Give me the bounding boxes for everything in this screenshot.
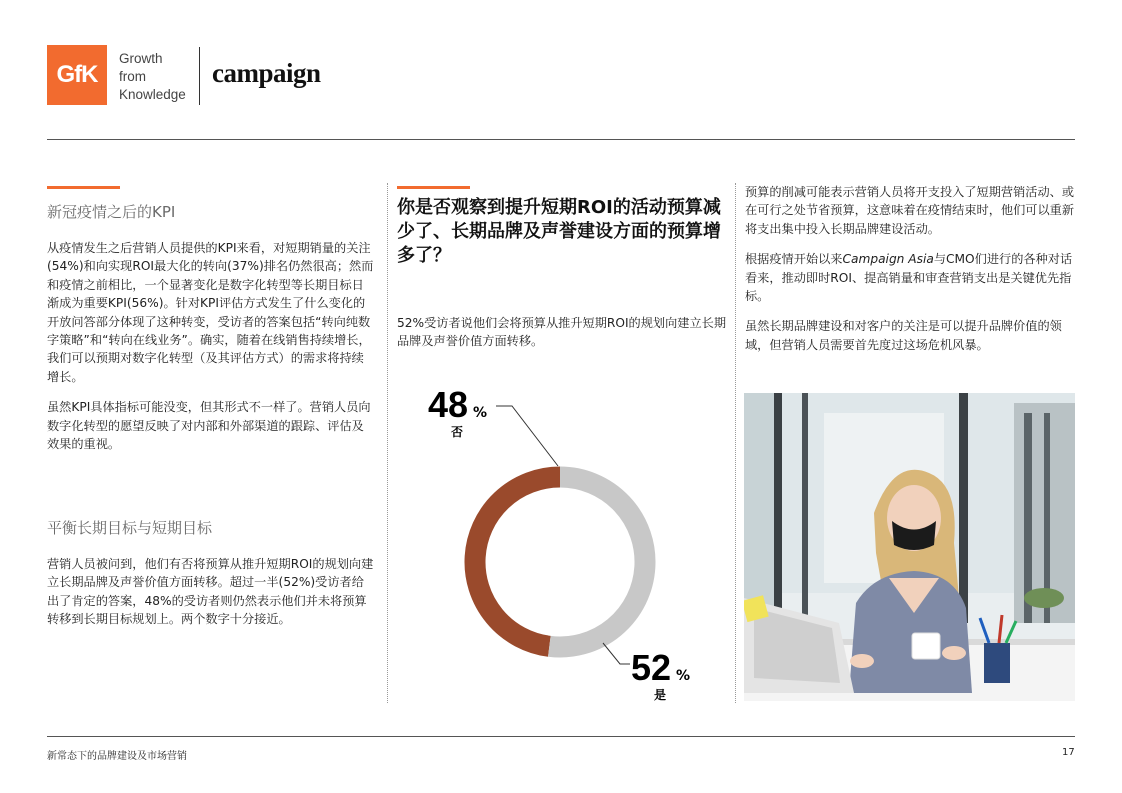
- col2-accent-bar: [397, 186, 470, 189]
- no-label: 否: [451, 425, 464, 439]
- bottom-rule: [47, 736, 1075, 737]
- yes-label: 是: [654, 688, 667, 702]
- column-divider: [387, 183, 388, 703]
- gfk-logo: [47, 45, 107, 105]
- gfk-tagline: Growth from Knowledge: [119, 51, 186, 102]
- yes-percent-value: 52: [631, 647, 672, 688]
- section1-title: 新冠疫情之后的KPI: [47, 203, 176, 221]
- section1-paragraph: 虽然KPI具体指标可能没变，但其形式不一样了。营销人员向数字化转型的愿望反映了对内部和外部渠道的跟踪、评估及效果的重视。: [47, 400, 371, 452]
- office-woman-photo: [744, 393, 1075, 701]
- page-number: 17: [1062, 747, 1075, 758]
- col3-paragraph: 根据疫情开始以来Campaign Asia与CMO们进行的各种对话看来，推动即时ROI、提高销量和审查营销支出是关键优先指标。: [745, 252, 1073, 304]
- footer-title: 新常态下的品牌建设及市场营销: [47, 751, 187, 762]
- question-description: 52%受访者说他们会将预算从推升短期ROI的规划向建立长期品牌及声誉价值方面转移。: [397, 316, 727, 349]
- col3-paragraph: 预算的削减可能表示营销人员将开支投入了短期营销活动、或在可行之处节省预算，这意味着在疫情结束时，他们可以重新将支出集中投入长期品牌建设活动。: [745, 185, 1075, 236]
- col1-accent-bar: [47, 186, 120, 189]
- leader-line-yes: [603, 643, 630, 664]
- yes-percent-sign: %: [676, 668, 691, 684]
- section2-paragraph: 营销人员被问到，他们有否将预算从推升短期ROI的规划向建立长期品牌及声誉价值方面转移。超过一半(52%)受访者给出了肯定的答案，48%的受访者则仍然表示他们并未将预算转移到长期目标规划上。两个数字十分接近。: [47, 557, 374, 627]
- top-rule: [47, 139, 1075, 140]
- section2-title: 平衡长期目标与短期目标: [47, 519, 213, 537]
- col3-paragraph: 虽然长期品牌建设和对客户的关注是可以提升品牌价值的领域，但营销人员需要首先度过这场危机风暴。: [745, 319, 1062, 352]
- column-divider-2: [735, 183, 736, 703]
- no-percent-sign: %: [473, 405, 488, 421]
- section1-body: [47, 239, 374, 465]
- section1-paragraph: 从疫情发生之后营销人员提供的KPI来看，对短期销量的关注(54%)和向实现ROI最大化的转向(37%)排名仍然很高；然而和疫情之前相比，一个显著变化是数字化转型等长期目标日渐成为重要KPI(56%)。针对KPI评估方式发生了什么变化的开放问答部分体现了这种转变，受访者的答案包括“转向纯数字策略”和“转向在线业务”。确实，随着在线销售持续增长，我们可以预期对数字化转型（及其评估方式）的需求将持续增长。: [47, 241, 374, 384]
- campaign-logo: campaign: [212, 58, 321, 88]
- gfk-logo-text: GfK: [56, 61, 98, 88]
- leader-line-no: [496, 406, 558, 466]
- donut-chart: [400, 380, 730, 710]
- no-percent-value: 48: [428, 384, 469, 425]
- question-title: 你是否观察到提升短期ROI的活动预算减少了、长期品牌及声誉建设方面的预算增多了？: [397, 197, 721, 266]
- section2-body: [47, 555, 374, 641]
- col3-body: [745, 183, 1077, 366]
- campaign-asia-italic: Campaign Asia: [842, 252, 934, 267]
- header-divider: [199, 47, 200, 105]
